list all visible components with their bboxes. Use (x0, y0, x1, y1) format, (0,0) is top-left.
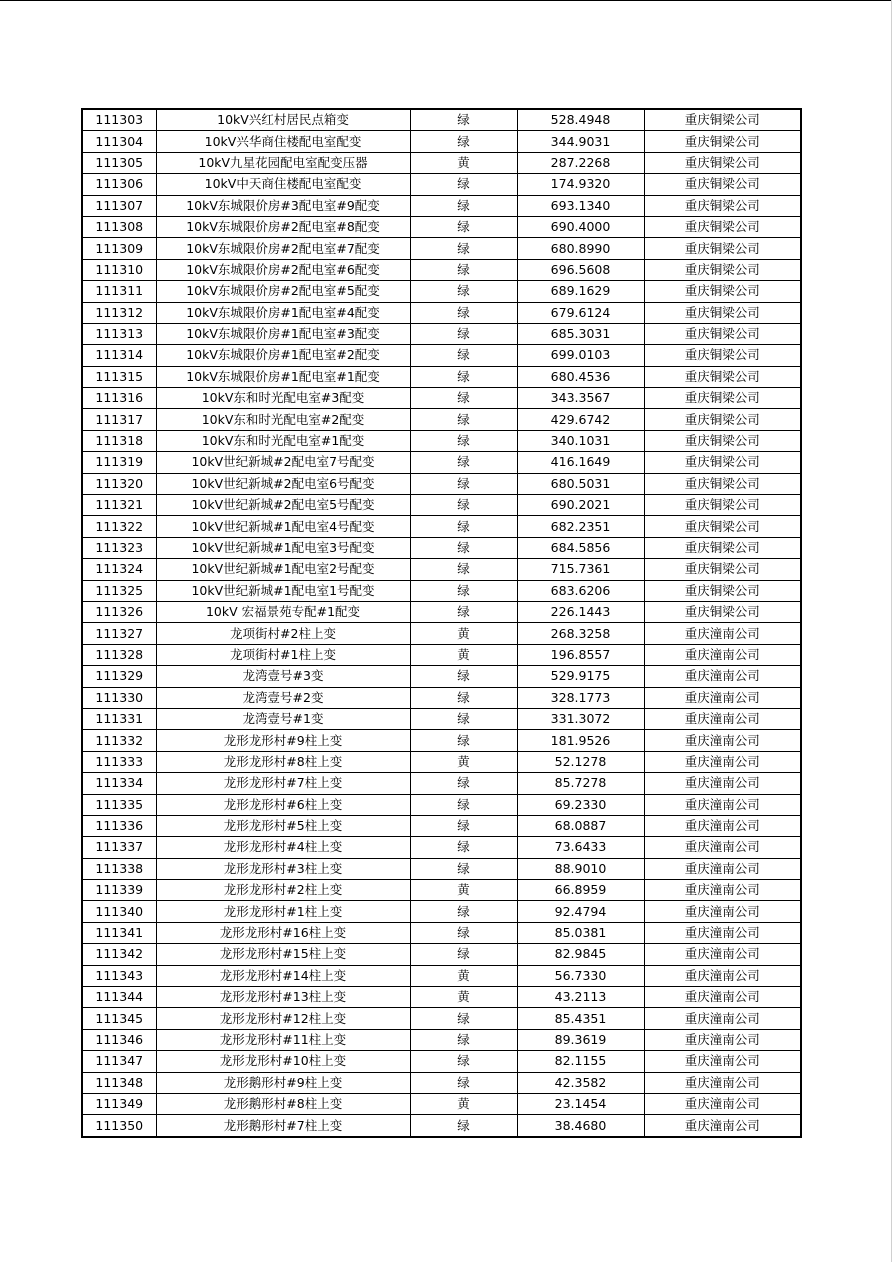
row-name-cell: 10kV 宏福景苑专配#1配变 (156, 601, 410, 622)
row-status-cell: 绿 (410, 109, 517, 131)
row-id-cell: 111319 (82, 452, 156, 473)
row-id-cell: 111340 (82, 901, 156, 922)
row-status-cell: 绿 (410, 1051, 517, 1072)
row-value-cell: 680.5031 (517, 473, 644, 494)
row-company-cell: 重庆潼南公司 (644, 922, 801, 943)
row-id-cell: 111315 (82, 366, 156, 387)
table-row (82, 666, 801, 687)
row-value-cell: 331.3072 (517, 708, 644, 729)
row-value-cell: 685.3031 (517, 323, 644, 344)
row-value-cell: 85.4351 (517, 1008, 644, 1029)
row-name-cell: 10kV东城限价房#2配电室#5配变 (156, 281, 410, 302)
row-value-cell: 82.9845 (517, 944, 644, 965)
row-company-cell: 重庆潼南公司 (644, 1051, 801, 1072)
row-status-cell: 绿 (410, 281, 517, 302)
row-status-cell: 绿 (410, 559, 517, 580)
table-row (82, 580, 801, 601)
row-id-cell: 111308 (82, 216, 156, 237)
row-name-cell: 龙湾壹号#1变 (156, 708, 410, 729)
table-row (82, 131, 801, 152)
row-company-cell: 重庆铜梁公司 (644, 559, 801, 580)
row-name-cell: 10kV东和时光配电室#1配变 (156, 430, 410, 451)
row-company-cell: 重庆铜梁公司 (644, 388, 801, 409)
table-row (82, 901, 801, 922)
row-id-cell: 111329 (82, 666, 156, 687)
row-id-cell: 111343 (82, 965, 156, 986)
table-row (82, 1115, 801, 1137)
row-company-cell: 重庆潼南公司 (644, 666, 801, 687)
row-name-cell: 10kV世纪新城#1配电室1号配变 (156, 580, 410, 601)
row-status-cell: 绿 (410, 195, 517, 216)
table-row (82, 388, 801, 409)
row-company-cell: 重庆铜梁公司 (644, 345, 801, 366)
row-id-cell: 111318 (82, 430, 156, 451)
table-row (82, 109, 801, 131)
row-id-cell: 111326 (82, 601, 156, 622)
row-id-cell: 111334 (82, 773, 156, 794)
row-id-cell: 111312 (82, 302, 156, 323)
row-id-cell: 111304 (82, 131, 156, 152)
row-id-cell: 111322 (82, 516, 156, 537)
table-row (82, 302, 801, 323)
table-row (82, 323, 801, 344)
table-row (82, 195, 801, 216)
row-id-cell: 111341 (82, 922, 156, 943)
row-company-cell: 重庆铜梁公司 (644, 601, 801, 622)
row-status-cell: 黄 (410, 987, 517, 1008)
row-value-cell: 529.9175 (517, 666, 644, 687)
row-company-cell: 重庆铜梁公司 (644, 174, 801, 195)
row-id-cell: 111331 (82, 708, 156, 729)
row-value-cell: 82.1155 (517, 1051, 644, 1072)
row-company-cell: 重庆铜梁公司 (644, 452, 801, 473)
table-row (82, 281, 801, 302)
row-name-cell: 10kV世纪新城#2配电室5号配变 (156, 495, 410, 516)
row-company-cell: 重庆潼南公司 (644, 944, 801, 965)
row-value-cell: 66.8959 (517, 880, 644, 901)
row-name-cell: 龙形龙形村#5柱上变 (156, 815, 410, 836)
row-status-cell: 绿 (410, 837, 517, 858)
row-name-cell: 龙项街村#1柱上变 (156, 644, 410, 665)
row-value-cell: 690.2021 (517, 495, 644, 516)
row-company-cell: 重庆潼南公司 (644, 687, 801, 708)
row-company-cell: 重庆潼南公司 (644, 901, 801, 922)
row-value-cell: 683.6206 (517, 580, 644, 601)
row-id-cell: 111333 (82, 751, 156, 772)
row-status-cell: 绿 (410, 730, 517, 751)
row-value-cell: 73.6433 (517, 837, 644, 858)
table-row (82, 559, 801, 580)
row-company-cell: 重庆铜梁公司 (644, 409, 801, 430)
row-value-cell: 89.3619 (517, 1029, 644, 1050)
row-id-cell: 111320 (82, 473, 156, 494)
row-status-cell: 绿 (410, 580, 517, 601)
row-status-cell: 绿 (410, 815, 517, 836)
row-company-cell: 重庆潼南公司 (644, 751, 801, 772)
row-value-cell: 680.4536 (517, 366, 644, 387)
row-company-cell: 重庆潼南公司 (644, 1008, 801, 1029)
row-company-cell: 重庆潼南公司 (644, 623, 801, 644)
row-company-cell: 重庆潼南公司 (644, 708, 801, 729)
table-row (82, 238, 801, 259)
row-id-cell: 111317 (82, 409, 156, 430)
row-value-cell: 52.1278 (517, 751, 644, 772)
row-name-cell: 龙形龙形村#13柱上变 (156, 987, 410, 1008)
table-body (82, 109, 801, 1137)
row-value-cell: 43.2113 (517, 987, 644, 1008)
row-company-cell: 重庆潼南公司 (644, 730, 801, 751)
row-status-cell: 绿 (410, 259, 517, 280)
row-name-cell: 10kV世纪新城#2配电室6号配变 (156, 473, 410, 494)
row-company-cell: 重庆铜梁公司 (644, 281, 801, 302)
row-status-cell: 绿 (410, 174, 517, 195)
table-row (82, 473, 801, 494)
row-company-cell: 重庆潼南公司 (644, 965, 801, 986)
row-value-cell: 85.0381 (517, 922, 644, 943)
row-company-cell: 重庆铜梁公司 (644, 152, 801, 173)
transformer-data-table (81, 108, 802, 1138)
row-value-cell: 328.1773 (517, 687, 644, 708)
row-name-cell: 龙形龙形村#9柱上变 (156, 730, 410, 751)
row-company-cell: 重庆潼南公司 (644, 987, 801, 1008)
row-value-cell: 693.1340 (517, 195, 644, 216)
row-id-cell: 111324 (82, 559, 156, 580)
row-status-cell: 黄 (410, 751, 517, 772)
row-id-cell: 111321 (82, 495, 156, 516)
row-value-cell: 680.8990 (517, 238, 644, 259)
row-status-cell: 绿 (410, 238, 517, 259)
row-value-cell: 287.2268 (517, 152, 644, 173)
row-status-cell: 绿 (410, 302, 517, 323)
row-status-cell: 绿 (410, 1115, 517, 1137)
row-company-cell: 重庆潼南公司 (644, 837, 801, 858)
table-row (82, 516, 801, 537)
row-status-cell: 绿 (410, 452, 517, 473)
row-name-cell: 10kV世纪新城#1配电室2号配变 (156, 559, 410, 580)
table-row (82, 152, 801, 173)
row-status-cell: 绿 (410, 794, 517, 815)
row-value-cell: 174.9320 (517, 174, 644, 195)
row-name-cell: 龙形龙形村#4柱上变 (156, 837, 410, 858)
table-row (82, 366, 801, 387)
row-name-cell: 龙形龙形村#3柱上变 (156, 858, 410, 879)
row-status-cell: 绿 (410, 430, 517, 451)
table-row (82, 708, 801, 729)
row-id-cell: 111339 (82, 880, 156, 901)
row-company-cell: 重庆潼南公司 (644, 1029, 801, 1050)
row-value-cell: 92.4794 (517, 901, 644, 922)
table-row (82, 1051, 801, 1072)
table-row (82, 773, 801, 794)
row-status-cell: 绿 (410, 323, 517, 344)
row-status-cell: 绿 (410, 773, 517, 794)
row-name-cell: 10kV世纪新城#1配电室4号配变 (156, 516, 410, 537)
row-status-cell: 绿 (410, 708, 517, 729)
row-name-cell: 龙形龙形村#2柱上变 (156, 880, 410, 901)
table-row (82, 1093, 801, 1114)
row-company-cell: 重庆铜梁公司 (644, 430, 801, 451)
row-id-cell: 111336 (82, 815, 156, 836)
row-company-cell: 重庆铜梁公司 (644, 302, 801, 323)
row-name-cell: 10kV中天商住楼配电室配变 (156, 174, 410, 195)
row-company-cell: 重庆铜梁公司 (644, 495, 801, 516)
row-id-cell: 111313 (82, 323, 156, 344)
row-value-cell: 340.1031 (517, 430, 644, 451)
table-row (82, 794, 801, 815)
row-value-cell: 679.6124 (517, 302, 644, 323)
table-row (82, 944, 801, 965)
row-status-cell: 绿 (410, 1029, 517, 1050)
row-name-cell: 龙形龙形村#1柱上变 (156, 901, 410, 922)
row-id-cell: 111332 (82, 730, 156, 751)
row-company-cell: 重庆铜梁公司 (644, 109, 801, 131)
row-value-cell: 181.9526 (517, 730, 644, 751)
row-id-cell: 111350 (82, 1115, 156, 1137)
row-company-cell: 重庆铜梁公司 (644, 516, 801, 537)
row-name-cell: 10kV兴华商住楼配电室配变 (156, 131, 410, 152)
row-status-cell: 绿 (410, 473, 517, 494)
row-status-cell: 绿 (410, 1008, 517, 1029)
row-company-cell: 重庆铜梁公司 (644, 473, 801, 494)
row-company-cell: 重庆铜梁公司 (644, 323, 801, 344)
row-id-cell: 111345 (82, 1008, 156, 1029)
row-name-cell: 龙形鹅形村#8柱上变 (156, 1093, 410, 1114)
row-id-cell: 111309 (82, 238, 156, 259)
table-row (82, 623, 801, 644)
row-id-cell: 111306 (82, 174, 156, 195)
row-name-cell: 10kV东和时光配电室#3配变 (156, 388, 410, 409)
row-company-cell: 重庆潼南公司 (644, 794, 801, 815)
row-id-cell: 111337 (82, 837, 156, 858)
row-id-cell: 111325 (82, 580, 156, 601)
row-company-cell: 重庆潼南公司 (644, 880, 801, 901)
row-id-cell: 111335 (82, 794, 156, 815)
row-status-cell: 绿 (410, 901, 517, 922)
row-status-cell: 绿 (410, 1072, 517, 1093)
row-name-cell: 10kV东城限价房#3配电室#9配变 (156, 195, 410, 216)
row-id-cell: 111311 (82, 281, 156, 302)
row-status-cell: 绿 (410, 666, 517, 687)
row-status-cell: 黄 (410, 965, 517, 986)
row-company-cell: 重庆铜梁公司 (644, 259, 801, 280)
row-value-cell: 699.0103 (517, 345, 644, 366)
table-row (82, 1008, 801, 1029)
table-row (82, 965, 801, 986)
row-status-cell: 绿 (410, 944, 517, 965)
row-value-cell: 88.9010 (517, 858, 644, 879)
row-value-cell: 343.3567 (517, 388, 644, 409)
table-row (82, 537, 801, 558)
row-id-cell: 111316 (82, 388, 156, 409)
row-value-cell: 715.7361 (517, 559, 644, 580)
row-name-cell: 10kV东城限价房#1配电室#2配变 (156, 345, 410, 366)
row-id-cell: 111346 (82, 1029, 156, 1050)
row-value-cell: 689.1629 (517, 281, 644, 302)
row-id-cell: 111330 (82, 687, 156, 708)
row-value-cell: 42.3582 (517, 1072, 644, 1093)
row-id-cell: 111310 (82, 259, 156, 280)
table-row (82, 409, 801, 430)
table-row (82, 345, 801, 366)
row-status-cell: 黄 (410, 1093, 517, 1114)
row-name-cell: 龙形鹅形村#7柱上变 (156, 1115, 410, 1137)
row-company-cell: 重庆铜梁公司 (644, 366, 801, 387)
row-status-cell: 绿 (410, 858, 517, 879)
row-company-cell: 重庆铜梁公司 (644, 537, 801, 558)
table-row (82, 259, 801, 280)
row-value-cell: 429.6742 (517, 409, 644, 430)
table-row (82, 858, 801, 879)
row-company-cell: 重庆铜梁公司 (644, 580, 801, 601)
row-name-cell: 龙形龙形村#16柱上变 (156, 922, 410, 943)
row-name-cell: 10kV东城限价房#1配电室#3配变 (156, 323, 410, 344)
table-row (82, 730, 801, 751)
row-company-cell: 重庆潼南公司 (644, 858, 801, 879)
row-name-cell: 10kV东城限价房#2配电室#8配变 (156, 216, 410, 237)
row-value-cell: 684.5856 (517, 537, 644, 558)
row-value-cell: 38.4680 (517, 1115, 644, 1137)
row-status-cell: 绿 (410, 516, 517, 537)
table-row (82, 174, 801, 195)
table-row (82, 216, 801, 237)
row-company-cell: 重庆潼南公司 (644, 1115, 801, 1137)
row-status-cell: 绿 (410, 345, 517, 366)
row-company-cell: 重庆潼南公司 (644, 1072, 801, 1093)
row-name-cell: 10kV兴红村居民点箱变 (156, 109, 410, 131)
row-value-cell: 696.5608 (517, 259, 644, 280)
row-name-cell: 10kV东城限价房#2配电室#7配变 (156, 238, 410, 259)
row-status-cell: 绿 (410, 537, 517, 558)
row-value-cell: 528.4948 (517, 109, 644, 131)
table-row (82, 644, 801, 665)
row-value-cell: 85.7278 (517, 773, 644, 794)
row-id-cell: 111303 (82, 109, 156, 131)
table-row (82, 987, 801, 1008)
row-company-cell: 重庆铜梁公司 (644, 238, 801, 259)
row-company-cell: 重庆潼南公司 (644, 815, 801, 836)
row-id-cell: 111328 (82, 644, 156, 665)
table-row (82, 922, 801, 943)
row-company-cell: 重庆潼南公司 (644, 773, 801, 794)
row-id-cell: 111323 (82, 537, 156, 558)
row-name-cell: 龙形龙形村#11柱上变 (156, 1029, 410, 1050)
row-status-cell: 黄 (410, 152, 517, 173)
row-id-cell: 111347 (82, 1051, 156, 1072)
row-id-cell: 111338 (82, 858, 156, 879)
row-status-cell: 黄 (410, 623, 517, 644)
row-value-cell: 69.2330 (517, 794, 644, 815)
table-row (82, 1029, 801, 1050)
row-id-cell: 111349 (82, 1093, 156, 1114)
row-name-cell: 龙形龙形村#8柱上变 (156, 751, 410, 772)
row-company-cell: 重庆潼南公司 (644, 644, 801, 665)
row-value-cell: 344.9031 (517, 131, 644, 152)
table-row (82, 815, 801, 836)
row-company-cell: 重庆铜梁公司 (644, 216, 801, 237)
row-id-cell: 111348 (82, 1072, 156, 1093)
table-row (82, 880, 801, 901)
row-name-cell: 10kV东城限价房#1配电室#4配变 (156, 302, 410, 323)
row-name-cell: 龙形龙形村#15柱上变 (156, 944, 410, 965)
row-name-cell: 10kV世纪新城#1配电室3号配变 (156, 537, 410, 558)
row-company-cell: 重庆潼南公司 (644, 1093, 801, 1114)
row-status-cell: 绿 (410, 922, 517, 943)
row-id-cell: 111327 (82, 623, 156, 644)
row-name-cell: 10kV东城限价房#1配电室#1配变 (156, 366, 410, 387)
table-row (82, 837, 801, 858)
table-row (82, 495, 801, 516)
row-name-cell: 龙形龙形村#12柱上变 (156, 1008, 410, 1029)
row-status-cell: 绿 (410, 601, 517, 622)
row-company-cell: 重庆铜梁公司 (644, 131, 801, 152)
row-value-cell: 56.7330 (517, 965, 644, 986)
row-id-cell: 111307 (82, 195, 156, 216)
row-name-cell: 10kV世纪新城#2配电室7号配变 (156, 452, 410, 473)
row-id-cell: 111305 (82, 152, 156, 173)
row-value-cell: 268.3258 (517, 623, 644, 644)
row-value-cell: 416.1649 (517, 452, 644, 473)
row-name-cell: 龙形鹅形村#9柱上变 (156, 1072, 410, 1093)
table-row (82, 601, 801, 622)
row-status-cell: 绿 (410, 131, 517, 152)
row-value-cell: 226.1443 (517, 601, 644, 622)
row-id-cell: 111342 (82, 944, 156, 965)
row-name-cell: 龙项街村#2柱上变 (156, 623, 410, 644)
row-id-cell: 111314 (82, 345, 156, 366)
row-status-cell: 绿 (410, 216, 517, 237)
row-name-cell: 10kV九星花园配电室配变压器 (156, 152, 410, 173)
row-id-cell: 111344 (82, 987, 156, 1008)
row-value-cell: 690.4000 (517, 216, 644, 237)
row-status-cell: 绿 (410, 366, 517, 387)
page-top-border (0, 0, 892, 1)
row-value-cell: 23.1454 (517, 1093, 644, 1114)
row-value-cell: 68.0887 (517, 815, 644, 836)
table-row (82, 452, 801, 473)
table-row (82, 687, 801, 708)
row-status-cell: 黄 (410, 644, 517, 665)
row-name-cell: 龙形龙形村#14柱上变 (156, 965, 410, 986)
row-name-cell: 龙湾壹号#3变 (156, 666, 410, 687)
row-status-cell: 黄 (410, 880, 517, 901)
row-status-cell: 绿 (410, 687, 517, 708)
row-name-cell: 龙形龙形村#6柱上变 (156, 794, 410, 815)
row-company-cell: 重庆铜梁公司 (644, 195, 801, 216)
row-status-cell: 绿 (410, 495, 517, 516)
row-status-cell: 绿 (410, 409, 517, 430)
row-name-cell: 10kV东城限价房#2配电室#6配变 (156, 259, 410, 280)
table-row (82, 751, 801, 772)
row-value-cell: 196.8557 (517, 644, 644, 665)
row-status-cell: 绿 (410, 388, 517, 409)
row-name-cell: 龙形龙形村#7柱上变 (156, 773, 410, 794)
table-row (82, 1072, 801, 1093)
row-value-cell: 682.2351 (517, 516, 644, 537)
table-row (82, 430, 801, 451)
row-name-cell: 10kV东和时光配电室#2配变 (156, 409, 410, 430)
row-name-cell: 龙湾壹号#2变 (156, 687, 410, 708)
row-name-cell: 龙形龙形村#10柱上变 (156, 1051, 410, 1072)
